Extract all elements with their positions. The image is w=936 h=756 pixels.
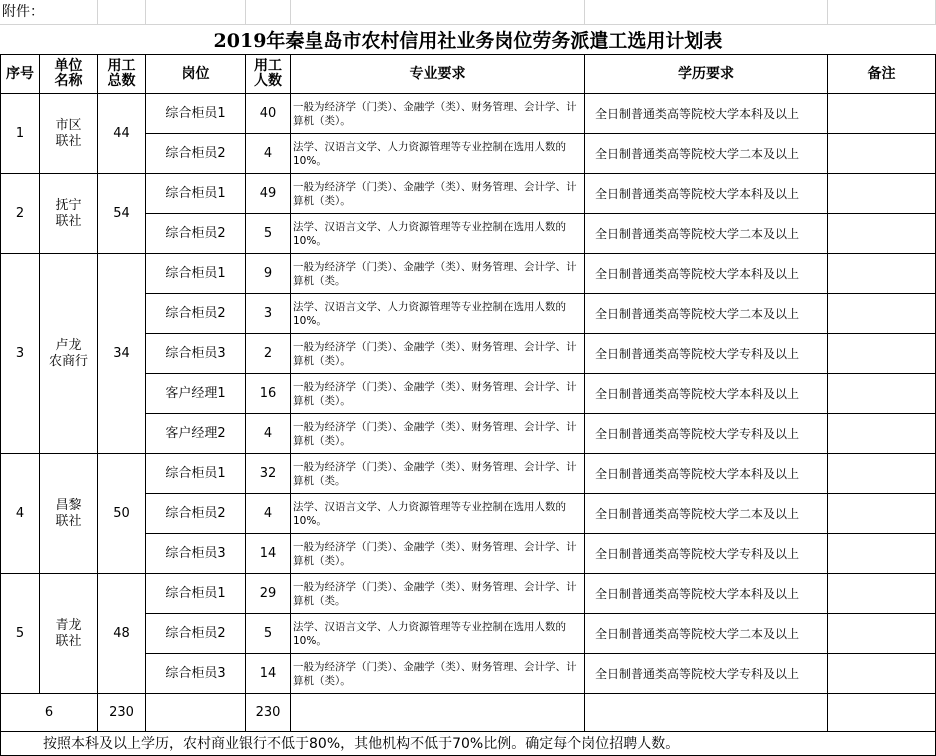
group-total[interactable] (98, 174, 146, 254)
row-edu[interactable] (585, 374, 828, 414)
grid-cell[interactable] (828, 0, 936, 25)
row-major[interactable] (291, 494, 585, 534)
row-edu[interactable] (585, 534, 828, 574)
group-seq-text: 3 (15, 345, 25, 361)
row-post-text: 综合柜员2 (165, 505, 226, 521)
group-unit[interactable] (40, 454, 98, 574)
row-count[interactable] (246, 374, 291, 414)
group-total-text: 44 (113, 125, 130, 141)
row-post-text: 客户经理1 (165, 385, 226, 401)
row-count-text: 4 (263, 425, 273, 441)
row-edu-text: 全日制普通类高等院校大学专科及以上 (595, 427, 800, 441)
attachment-label-text: 附件： (2, 4, 44, 20)
totals-edu[interactable] (585, 694, 828, 732)
page-title-text: 2019年秦皇岛市农村信用社业务岗位劳务派遣工选用计划表 (213, 30, 723, 52)
row-major-text: 法学、汉语言文学、人力资源管理等专业控制在选用人数的10%。 (293, 500, 566, 527)
row-remark[interactable] (828, 414, 936, 454)
row-edu-text: 全日制普通类高等院校大学本科及以上 (595, 107, 800, 121)
row-remark[interactable] (828, 654, 936, 694)
row-major[interactable] (291, 334, 585, 374)
row-edu-text: 全日制普通类高等院校大学本科及以上 (595, 387, 800, 401)
group-seq-text: 2 (15, 205, 25, 221)
row-major[interactable] (291, 174, 585, 214)
header-remark[interactable] (828, 54, 936, 94)
header-count-text: 用工 人数 (254, 58, 282, 89)
row-edu-text: 全日制普通类高等院校大学专科及以上 (595, 347, 800, 361)
row-post-text: 综合柜员1 (165, 465, 226, 481)
row-remark[interactable] (828, 374, 936, 414)
row-major[interactable] (291, 94, 585, 134)
group-unit[interactable] (40, 94, 98, 174)
row-edu-text: 全日制普通类高等院校大学专科及以上 (595, 667, 800, 681)
row-post[interactable] (146, 614, 246, 654)
group-unit-text: 青龙 联社 (55, 617, 82, 649)
row-major-text: 一般为经济学（门类）、金融学（类）、财务管理、会计学、计算机（类。 (293, 580, 577, 607)
row-major-text: 一般为经济学（门类）、金融学（类）、财务管理、会计学、计算机（类。 (293, 260, 577, 287)
group-total-text: 54 (113, 205, 130, 221)
row-edu[interactable] (585, 174, 828, 214)
row-major-text: 一般为经济学（门类）、金融学（类）、财务管理、会计学、计算机（类）。 (293, 340, 577, 367)
row-post[interactable] (146, 454, 246, 494)
row-count-text: 2 (263, 345, 273, 361)
row-edu[interactable] (585, 94, 828, 134)
row-count-text: 14 (259, 545, 277, 561)
row-major-text: 一般为经济学（门类）、金融学（类）、财务管理、会计学、计算机（类）。 (293, 180, 577, 207)
row-edu[interactable] (585, 414, 828, 454)
header-seq-text: 序号 (6, 65, 34, 82)
row-remark[interactable] (828, 334, 936, 374)
group-total[interactable] (98, 94, 146, 174)
header-remark-text: 备注 (867, 65, 896, 82)
totals-count[interactable] (246, 694, 291, 732)
group-seq[interactable] (0, 94, 40, 174)
row-major-text: 一般为经济学（门类）、金融学（类）、财务管理、会计学、计算机（类）。 (293, 660, 577, 687)
totals-major[interactable] (291, 694, 585, 732)
row-edu[interactable] (585, 494, 828, 534)
row-major[interactable] (291, 534, 585, 574)
grid-cell[interactable] (585, 0, 828, 25)
totals-remark[interactable] (828, 694, 936, 732)
row-post[interactable] (146, 134, 246, 174)
row-count[interactable] (246, 294, 291, 334)
row-major-text: 法学、汉语言文学、人力资源管理等专业控制在选用人数的10%。 (293, 300, 566, 327)
header-edu-text: 学历要求 (678, 65, 734, 82)
row-count[interactable] (246, 174, 291, 214)
group-unit-text: 卢龙 农商行 (48, 337, 88, 369)
group-unit-text: 抚宁 联社 (55, 197, 82, 229)
row-edu-text: 全日制普通类高等院校大学二本及以上 (595, 227, 800, 241)
group-total[interactable] (98, 574, 146, 694)
row-count[interactable] (246, 334, 291, 374)
row-remark[interactable] (828, 94, 936, 134)
row-major[interactable] (291, 574, 585, 614)
row-count[interactable] (246, 494, 291, 534)
row-major[interactable] (291, 294, 585, 334)
row-remark[interactable] (828, 574, 936, 614)
row-remark[interactable] (828, 134, 936, 174)
row-major[interactable] (291, 374, 585, 414)
row-post[interactable] (146, 494, 246, 534)
header-seq[interactable] (0, 54, 40, 94)
row-count-text: 3 (263, 305, 273, 321)
row-edu[interactable] (585, 294, 828, 334)
row-major[interactable] (291, 254, 585, 294)
row-major[interactable] (291, 614, 585, 654)
row-post-text: 综合柜员3 (165, 345, 226, 361)
row-major-text: 一般为经济学（门类）、金融学（类）、财务管理、会计学、计算机（类）。 (293, 540, 577, 567)
row-post-text: 综合柜员1 (165, 265, 226, 281)
row-count-text: 9 (263, 265, 273, 281)
attachment-label[interactable] (0, 0, 98, 25)
row-post-text: 综合柜员2 (165, 625, 226, 641)
row-count-text: 29 (259, 585, 277, 601)
row-major-text: 一般为经济学（门类）、金融学（类）、财务管理、会计学、计算机（类）。 (293, 100, 577, 127)
row-post[interactable] (146, 534, 246, 574)
row-remark[interactable] (828, 534, 936, 574)
group-total-text: 48 (113, 625, 130, 641)
row-edu[interactable] (585, 134, 828, 174)
grid-cell[interactable] (98, 0, 146, 25)
row-edu-text: 全日制普通类高等院校大学二本及以上 (595, 507, 800, 521)
row-edu-text: 全日制普通类高等院校大学二本及以上 (595, 627, 800, 641)
header-count[interactable] (246, 54, 291, 94)
group-total-text: 50 (113, 505, 130, 521)
row-remark[interactable] (828, 294, 936, 334)
row-post[interactable] (146, 574, 246, 614)
row-count-text: 16 (259, 385, 277, 401)
header-major[interactable] (291, 54, 585, 94)
header-edu[interactable] (585, 54, 828, 94)
page-title[interactable] (0, 25, 936, 54)
row-post[interactable] (146, 414, 246, 454)
row-major[interactable] (291, 414, 585, 454)
header-total[interactable] (98, 54, 146, 94)
grid-cell[interactable] (246, 0, 291, 25)
row-post-text: 综合柜员3 (165, 665, 226, 681)
header-post[interactable] (146, 54, 246, 94)
row-major[interactable] (291, 454, 585, 494)
group-unit[interactable] (40, 254, 98, 454)
row-edu-text: 全日制普通类高等院校大学本科及以上 (595, 467, 800, 481)
row-edu[interactable] (585, 614, 828, 654)
row-count[interactable] (246, 454, 291, 494)
footnote-text: 按照本科及以上学历，农村商业银行不低于80%，其他机构不低于70%比例。确定每个岗位招聘人数。 (43, 735, 680, 752)
group-seq[interactable] (0, 574, 40, 694)
group-total-text: 34 (113, 345, 130, 361)
row-count-text: 5 (263, 225, 273, 241)
row-post-text: 综合柜员1 (165, 105, 226, 121)
group-seq-text: 4 (15, 505, 25, 521)
group-total[interactable] (98, 254, 146, 454)
grid-cell[interactable] (291, 0, 585, 25)
row-post[interactable] (146, 654, 246, 694)
row-count-text: 5 (263, 625, 273, 641)
row-remark[interactable] (828, 174, 936, 214)
totals-post[interactable] (146, 694, 246, 732)
row-edu-text: 全日制普通类高等院校大学本科及以上 (595, 587, 800, 601)
totals-seq[interactable] (0, 694, 98, 732)
row-remark[interactable] (828, 214, 936, 254)
row-edu[interactable] (585, 334, 828, 374)
row-edu-text: 全日制普通类高等院校大学二本及以上 (595, 307, 800, 321)
row-remark[interactable] (828, 254, 936, 294)
row-remark[interactable] (828, 494, 936, 534)
header-major-text: 专业要求 (409, 65, 466, 82)
row-major-text: 一般为经济学（门类）、金融学（类）、财务管理、会计学、计算机（类）。 (293, 380, 577, 407)
header-unit[interactable] (40, 54, 98, 94)
row-post-text: 综合柜员1 (165, 185, 226, 201)
row-post-text: 综合柜员2 (165, 225, 226, 241)
row-count-text: 4 (263, 505, 273, 521)
totals-total[interactable] (98, 694, 146, 732)
row-edu-text: 全日制普通类高等院校大学本科及以上 (595, 267, 800, 281)
group-seq[interactable] (0, 254, 40, 454)
totals-seq-text: 6 (44, 704, 54, 720)
row-post-text: 客户经理2 (165, 425, 226, 441)
group-unit[interactable] (40, 174, 98, 254)
row-major-text: 一般为经济学（门类）、金融学（类）、财务管理、会计学、计算机（类。 (293, 460, 577, 487)
row-count-text: 14 (259, 665, 277, 681)
row-major[interactable] (291, 214, 585, 254)
row-edu-text: 全日制普通类高等院校大学二本及以上 (595, 147, 800, 161)
row-post[interactable] (146, 374, 246, 414)
row-post[interactable] (146, 294, 246, 334)
row-post[interactable] (146, 214, 246, 254)
row-count[interactable] (246, 574, 291, 614)
row-major-text: 法学、汉语言文学、人力资源管理等专业控制在选用人数的10%。 (293, 220, 566, 247)
row-count-text: 40 (259, 105, 277, 121)
row-count[interactable] (246, 254, 291, 294)
row-count[interactable] (246, 534, 291, 574)
header-total-text: 用工 总数 (107, 58, 136, 89)
row-count[interactable] (246, 654, 291, 694)
row-remark[interactable] (828, 454, 936, 494)
row-edu-text: 全日制普通类高等院校大学本科及以上 (595, 187, 800, 201)
totals-count-text: 230 (255, 704, 281, 720)
group-total[interactable] (98, 454, 146, 574)
row-edu[interactable] (585, 454, 828, 494)
row-count-text: 49 (259, 185, 277, 201)
row-count[interactable] (246, 134, 291, 174)
row-major[interactable] (291, 654, 585, 694)
row-count-text: 32 (259, 465, 277, 481)
row-count[interactable] (246, 414, 291, 454)
row-post-text: 综合柜员2 (165, 305, 226, 321)
header-unit-text: 单位 名称 (54, 58, 83, 89)
row-post-text: 综合柜员2 (165, 145, 226, 161)
group-seq[interactable] (0, 454, 40, 574)
header-post-text: 岗位 (181, 65, 210, 82)
row-post[interactable] (146, 254, 246, 294)
row-post-text: 综合柜员1 (165, 585, 226, 601)
row-edu[interactable] (585, 254, 828, 294)
row-edu[interactable] (585, 654, 828, 694)
row-post-text: 综合柜员3 (165, 545, 226, 561)
row-post[interactable] (146, 174, 246, 214)
row-count[interactable] (246, 214, 291, 254)
group-seq[interactable] (0, 174, 40, 254)
group-unit-text: 市区 联社 (55, 117, 82, 149)
row-major[interactable] (291, 134, 585, 174)
group-seq-text: 1 (15, 125, 25, 141)
row-post[interactable] (146, 94, 246, 134)
group-unit-text: 昌黎 联社 (55, 497, 82, 529)
row-major-text: 法学、汉语言文学、人力资源管理等专业控制在选用人数的10%。 (293, 140, 566, 167)
row-post[interactable] (146, 334, 246, 374)
totals-total-text: 230 (109, 704, 134, 720)
row-count-text: 4 (263, 145, 273, 161)
row-edu[interactable] (585, 574, 828, 614)
row-count[interactable] (246, 614, 291, 654)
row-edu-text: 全日制普通类高等院校大学专科及以上 (595, 547, 800, 561)
row-remark[interactable] (828, 614, 936, 654)
row-major-text: 法学、汉语言文学、人力资源管理等专业控制在选用人数的10%。 (293, 620, 566, 647)
grid-cell[interactable] (146, 0, 246, 25)
row-count[interactable] (246, 94, 291, 134)
footnote[interactable] (0, 732, 936, 756)
row-edu[interactable] (585, 214, 828, 254)
group-unit[interactable] (40, 574, 98, 694)
row-major-text: 一般为经济学（门类）、金融学（类）、财务管理、会计学、计算机（类）。 (293, 420, 577, 447)
group-seq-text: 5 (15, 625, 25, 641)
